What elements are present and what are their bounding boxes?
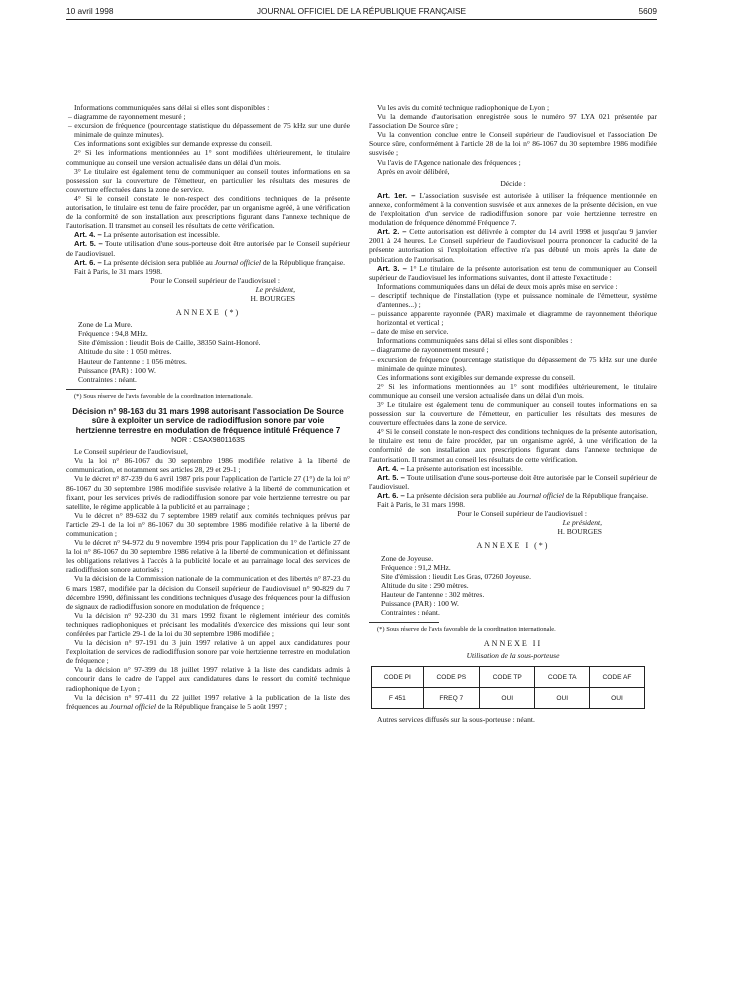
annexe-line: Zone de La Mure. bbox=[78, 320, 133, 330]
annexe-line: Contraintes : néant. bbox=[78, 374, 137, 384]
article-text: de la République française. bbox=[260, 257, 345, 267]
article-label: Art. 4. – bbox=[74, 230, 102, 240]
annexe-line: Hauteur de l'antenne : 302 mètres. bbox=[381, 589, 485, 599]
paragraph: Ces informations sont exigibles sur demande expresse du conseil. bbox=[377, 372, 576, 382]
article-text: La présente décision sera publiée au bbox=[101, 257, 215, 267]
decide-heading: Décide : bbox=[500, 178, 526, 188]
article-5 bbox=[369, 473, 657, 491]
annexe-line: Puissance (PAR) : 100 W. bbox=[381, 598, 459, 608]
table-header-row bbox=[372, 667, 645, 688]
paragraph: Vu la décision de la Commission nationale de la communication et des libertés n° 87-23 du 6 mars 1987, modifiée par la décision du Conseil supérieur de l'audiovisuel n° 90-829 du 7 décembre 1990, définissant les conditions techniques d'usage des fréquences pour la diffusion de signaux de radiodiffusion sonore en modulation de fréquence ; bbox=[66, 574, 350, 611]
nor-reference: NOR : CSAX9801163S bbox=[171, 435, 245, 445]
article-1 bbox=[369, 191, 657, 227]
text: de la République française le 5 août 1997 ; bbox=[155, 701, 287, 711]
article-3 bbox=[369, 264, 657, 282]
signature-name: H. BOURGES bbox=[557, 527, 602, 537]
decision-title: Décision n° 98-163 du 31 mars 1998 autorisant l'association De Source sûre à exploiter un service de radiodiffusion sonore par voie hertzienne terrestre en modulation de fréquence intitulé Fréquence 7 bbox=[72, 406, 344, 435]
table-cell: FREQ 7 bbox=[423, 688, 479, 709]
paragraph: Après en avoir délibéré, bbox=[377, 166, 450, 176]
journal-name: Journal officiel bbox=[517, 490, 564, 500]
list-item: – diagramme de rayonnement mesuré ; bbox=[68, 112, 186, 122]
article-6 bbox=[369, 491, 657, 500]
table-header-cell: CODE PI bbox=[372, 667, 424, 688]
article-text: de la République française. bbox=[563, 490, 648, 500]
annexe-line: Fréquence : 91,2 MHz. bbox=[381, 562, 451, 572]
annexe-line: Fréquence : 94,8 MHz. bbox=[78, 329, 148, 339]
article-4 bbox=[369, 464, 657, 473]
list-item: – descriptif technique de l'installation (type et puissance nominale de l'émetteur, système d'antennes...) ; bbox=[371, 290, 657, 309]
article-4 bbox=[66, 230, 350, 239]
header-journal-title: JOURNAL OFFICIEL DE LA RÉPUBLIQUE FRANÇAISE bbox=[256, 6, 467, 16]
paragraph: 2° Si les informations mentionnées au 1° sont modifiées ultérieurement, le titulaire communique au conseil une version actualisée dans un délai d'un mois. bbox=[369, 381, 657, 400]
table-cell: OUI bbox=[479, 688, 534, 709]
signature-line: Pour le Conseil supérieur de l'audiovisuel : bbox=[457, 509, 587, 519]
footnote: (*) Sous réserve de l'avis favorable de la coordination internationale. bbox=[74, 392, 253, 400]
list-item: – excursion de fréquence (pourcentage statistique du dépassement de 75 kHz sur une durée minimale de quinze minutes). bbox=[68, 121, 350, 140]
table-cell: OUI bbox=[589, 688, 644, 709]
article-label: Art. 1er. – bbox=[377, 190, 416, 200]
paragraph bbox=[66, 693, 350, 711]
journal-name: Journal officiel bbox=[109, 701, 156, 711]
journal-name: Journal officiel bbox=[214, 257, 261, 267]
signature-date: Fait à Paris, le 31 mars 1998. bbox=[74, 266, 163, 276]
article-2 bbox=[369, 227, 657, 263]
paragraph: Vu la convention conclue entre le Conseil supérieur de l'audiovisuel et l'association De Source sûre, conformément à l'article 28 de la loi n° 86-1067 du 30 septembre 1986 modifiée susvisée ; bbox=[369, 130, 657, 158]
paragraph: Vu le décret n° 87-239 du 6 avril 1987 pris pour l'application de l'article 27 (1°) de la loi n° 86-1067 du 30 septembre 1986 modifiée susvisée relative à la liberté de communication et fixant, pour les services privés de radiodiffusion sonore par voie hertzienne terrestre ou par satellite, le régime applicable à la publicité et au parrainage ; bbox=[66, 474, 350, 511]
list-item: – diagramme de rayonnement mesuré ; bbox=[371, 345, 489, 355]
paragraph: Informations communiquées sans délai si elles sont disponibles : bbox=[74, 103, 270, 112]
paragraph: Vu la loi n° 86-1067 du 30 septembre 1986 modifiée relative à la liberté de communication, et notamment ses articles 28, 29 et 29-1 ; bbox=[66, 456, 350, 475]
paragraph: Vu le décret n° 94-972 du 9 novembre 1994 pris pour l'application du 1° de l'article 27 de la loi n° 86-1067 du 30 septembre 1986 relative à la liberté de communication et définissant les obligations relatives à l'accès à la publicité locale et au parrainage local des services de radiodiffusion sonore autorisés ; bbox=[66, 538, 350, 575]
paragraph: Vu la décision n° 97-399 du 18 juillet 1997 relative à la liste des candidats admis à concourir dans le cadre de l'appel aux candidatures dans le ressort du comité technique radiophonique de Lyon ; bbox=[66, 665, 350, 693]
paragraph: 4° Si le conseil constate le non-respect des conditions techniques de la présente autorisation, le titulaire est tenu de faire procéder, par un organisme agréé, à une vérification de la conformité de son installation aux prescriptions figurant dans l'annexe technique de l'autorisation. Il transmet au conseil les résultats de cette vérification. bbox=[66, 193, 350, 231]
signature-date: Fait à Paris, le 31 mars 1998. bbox=[377, 500, 466, 510]
annexe-line: Hauteur de l'antenne : 1 056 mètres. bbox=[78, 356, 187, 366]
article-text: L'association susvisée est autorisée à utiliser la fréquence mentionnée en annexe, conformément à la convention susvisée et aux annexes de la présente décision, en vue de l'exploitation d'un service de radiodiffusion sonore par voie hertzienne terrestre en modulation de fréquence dénommé Fréquence 7. bbox=[369, 190, 658, 228]
paragraph: Vu la décision n° 97-191 du 3 juin 1997 relative à un appel aux candidatures pour l'exploitation de services de radiodiffusion sonore par voie hertzienne terrestre en modulation de fréquence ; bbox=[66, 638, 350, 666]
article-text: Cette autorisation est délivrée à compter du 14 avril 1998 et jusqu'au 9 janvier 2001 à 24 heures. Le Conseil supérieur de l'audiovisuel pourra prononcer la caducité de la présente autorisation si l'exploitation effective n'a pas débuté un mois après la date de publication de l'autorisation. bbox=[369, 227, 658, 264]
table-cell: F 451 bbox=[372, 688, 424, 709]
text: Vu la décision n° 97-411 du 22 juillet 1997 relative à la publication de la liste des fréquences au bbox=[66, 692, 350, 711]
page-header bbox=[66, 6, 657, 18]
annexe-subtitle: Utilisation de la sous-porteuse bbox=[466, 651, 560, 661]
annexe-line: Altitude du site : 1 050 mètres. bbox=[78, 347, 172, 357]
article-text: 1° Le titulaire de la présente autorisation est tenu de communiquer au Conseil supérieur de l'audiovisuel les informations suivantes, dont il atteste l'exactitude : bbox=[369, 263, 657, 282]
article-text: La présente autorisation est incessible. bbox=[404, 463, 523, 473]
article-6 bbox=[66, 258, 350, 267]
paragraph: Autres services diffusés sur la sous-porteuse : néant. bbox=[377, 715, 535, 725]
footnote-rule bbox=[66, 389, 136, 390]
list-item: – date de mise en service. bbox=[371, 327, 449, 337]
annexe-heading: ANNEXE (*) bbox=[175, 308, 241, 318]
signature-name: H. BOURGES bbox=[250, 293, 295, 303]
article-label: Art. 6. – bbox=[377, 490, 405, 500]
paragraph: 2° Si les informations mentionnées au 1° sont modifiées ultérieurement, le titulaire communique au conseil une version actualisée dans un délai d'un mois. bbox=[66, 148, 350, 167]
table-header-cell: CODE AF bbox=[589, 667, 644, 688]
annexe-line: Puissance (PAR) : 100 W. bbox=[78, 365, 156, 375]
paragraph: Vu le décret n° 89-632 du 7 septembre 1989 relatif aux comités techniques prévus par l'article 29-1 de la loi n° 86-1067 du 30 septembre 1986 modifiée relative à la liberté de communication ; bbox=[66, 510, 350, 538]
paragraph: Informations communiquées dans un délai de deux mois après mise en service : bbox=[377, 281, 618, 291]
paragraph: Vu les avis du comité technique radiophonique de Lyon ; bbox=[377, 103, 550, 112]
right-column bbox=[369, 103, 657, 724]
paragraph: Informations communiquées sans délai si elles sont disponibles : bbox=[377, 336, 573, 346]
list-item: – excursion de fréquence (pourcentage statistique du dépassement de 75 kHz sur une durée minimale de quinze minutes). bbox=[371, 354, 657, 373]
subcarrier-table bbox=[371, 666, 645, 709]
article-5 bbox=[66, 239, 350, 257]
left-column bbox=[66, 103, 350, 711]
footnote-rule bbox=[369, 622, 439, 623]
article-label: Art. 4. – bbox=[377, 463, 405, 473]
table-row bbox=[372, 688, 645, 709]
header-date: 10 avril 1998 bbox=[66, 6, 114, 16]
annexe-line: Zone de Joyeuse. bbox=[381, 553, 434, 563]
table-header-cell: CODE TP bbox=[479, 667, 534, 688]
paragraph: Vu la demande d'autorisation enregistrée sous le numéro 97 LYA 021 présentée par l'association De Source sûre ; bbox=[369, 112, 657, 131]
header-rule bbox=[66, 19, 657, 20]
signature-line: Pour le Conseil supérieur de l'audiovisuel : bbox=[150, 275, 280, 285]
article-text: La présente décision sera publiée au bbox=[404, 490, 518, 500]
paragraph: 4° Si le conseil constate le non-respect des conditions techniques de la présente autorisation, le titulaire est tenu de faire procéder, par un organisme agréé, à une vérification de la conformité de son installation aux prescriptions figurant dans l'annexe technique de l'autorisation. Il transmet au conseil les résultats de cette vérification. bbox=[369, 427, 657, 464]
paragraph: Vu la décision n° 92-230 du 31 mars 1992 fixant le règlement intérieur des comités techniques radiophoniques et précisant les modalités d'exercice des missions qui leur sont conférées par l'article 29-1 de la loi du 30 septembre 1986 modifiée ; bbox=[66, 610, 350, 638]
annexe-heading: ANNEXE I (*) bbox=[476, 541, 550, 551]
annexe-line: Site d'émission : lieudit Bois de Caille, 38350 Saint-Honoré. bbox=[78, 338, 261, 348]
article-text: Toute utilisation d'une sous-porteuse doit être autorisée par le Conseil supérieur de l'audiovisuel. bbox=[369, 472, 658, 491]
annexe-line: Site d'émission : lieudit Les Gras, 07260 Joyeuse. bbox=[381, 571, 531, 581]
article-label: Art. 5. – bbox=[377, 472, 405, 482]
table-cell: OUI bbox=[535, 688, 590, 709]
paragraph: 3° Le titulaire est également tenu de communiquer au conseil toutes informations en sa possession sur la couverture de l'émetteur, en particulier les résultats des mesures de couverture effectuées dans la zone de service. bbox=[369, 400, 657, 428]
annexe-heading: ANNEXE II bbox=[483, 639, 543, 649]
table-header-cell: CODE TA bbox=[535, 667, 590, 688]
paragraph: Le Conseil supérieur de l'audiovisuel, bbox=[74, 447, 188, 457]
list-item: – puissance apparente rayonnée (PAR) maximale et diagramme de rayonnement théorique horizontal et vertical ; bbox=[371, 309, 657, 328]
article-text: La présente autorisation est incessible. bbox=[101, 230, 220, 240]
article-label: Art. 2. – bbox=[377, 227, 407, 237]
table-header-cell: CODE PS bbox=[423, 667, 479, 688]
header-page-number: 5609 bbox=[638, 6, 657, 16]
signature-title: Le président, bbox=[255, 284, 295, 294]
footnote: (*) Sous réserve de l'avis favorable de la coordination internationale. bbox=[377, 626, 556, 634]
annexe-line: Contraintes : néant. bbox=[381, 608, 440, 618]
article-text: Toute utilisation d'une sous-porteuse doit être autorisée par le Conseil supérieur de l'audiovisuel. bbox=[66, 239, 350, 258]
annexe-line: Altitude du site : 290 mètres. bbox=[381, 580, 469, 590]
paragraph: Ces informations sont exigibles sur demande expresse du conseil. bbox=[74, 139, 273, 149]
paragraph: 3° Le titulaire est également tenu de communiquer au conseil toutes informations en sa possession sur la couverture de l'émetteur, en particulier les résultats des mesures de couverture effectuées dans la zone de service. bbox=[66, 166, 350, 194]
article-label: Art. 5. – bbox=[74, 239, 103, 249]
article-label: Art. 3. – bbox=[377, 263, 407, 273]
signature-title: Le président, bbox=[562, 518, 602, 528]
paragraph: Vu l'avis de l'Agence nationale des fréquences ; bbox=[377, 157, 521, 167]
article-label: Art. 6. – bbox=[74, 257, 102, 267]
